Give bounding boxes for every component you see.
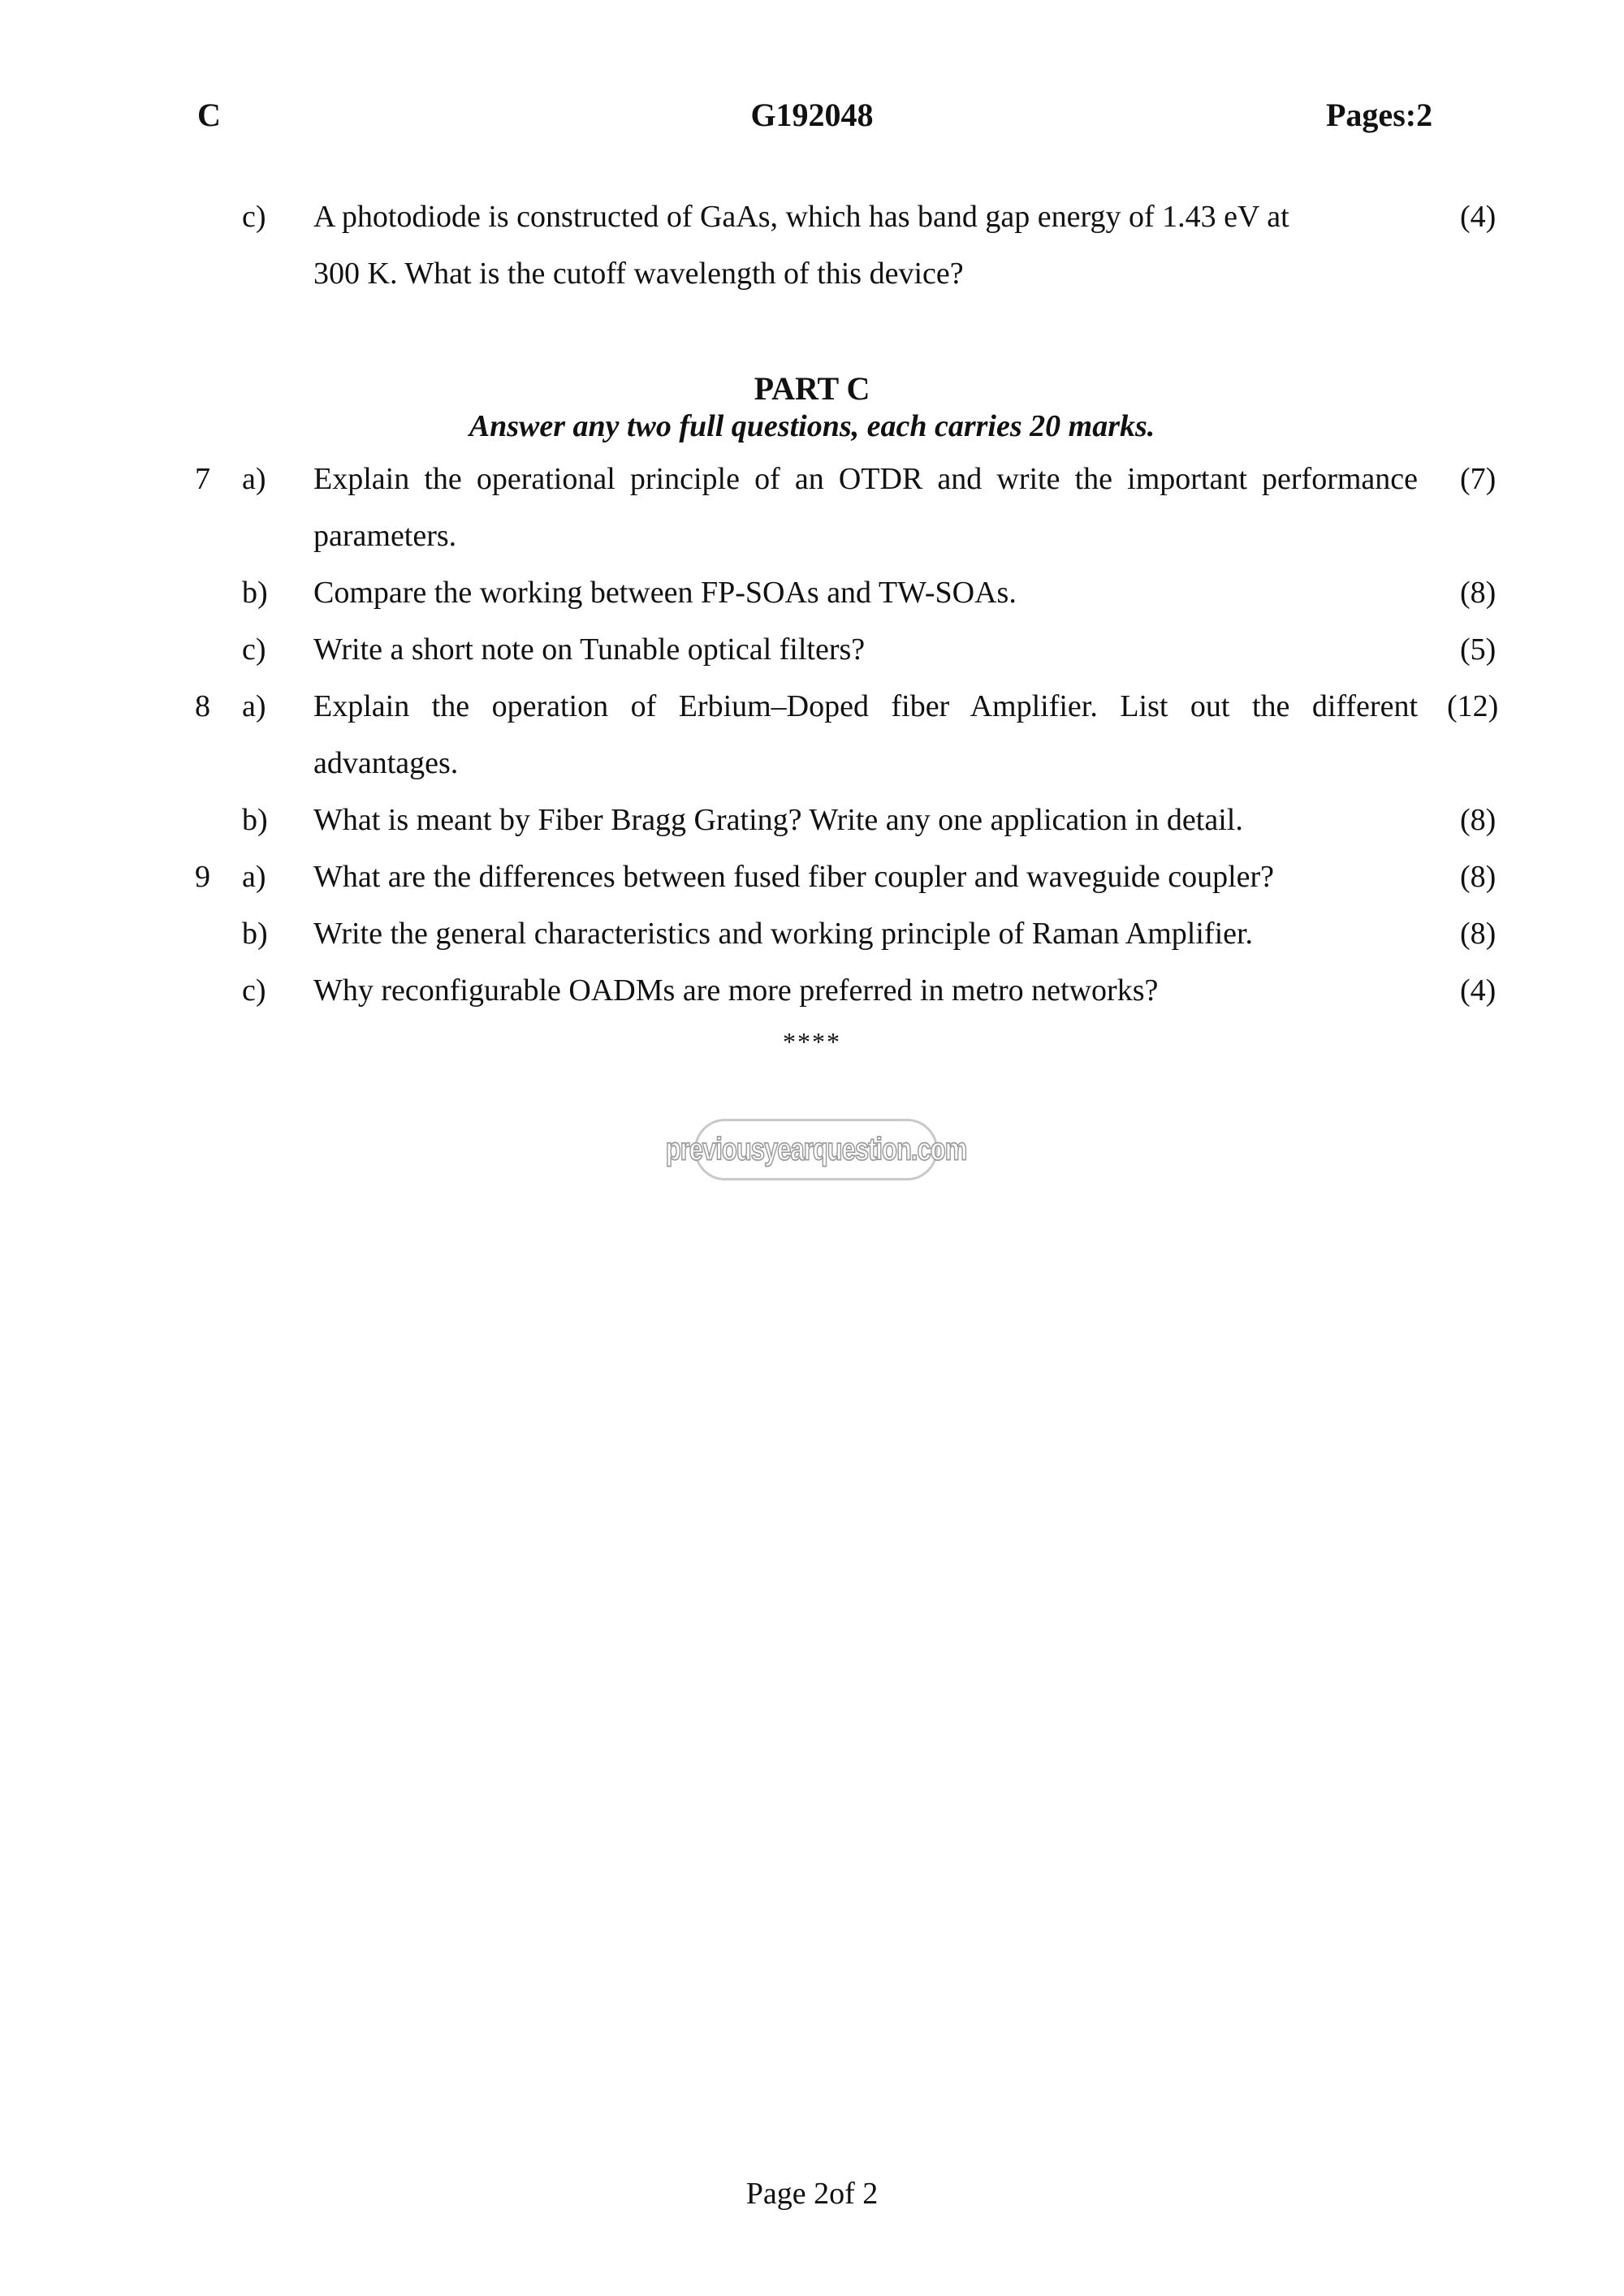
marks: (8) [1460,917,1497,951]
paper-code: G192048 [750,97,874,133]
question-text: What are the differences between fused fiber coupler and waveguide coupler? [313,860,1275,894]
question-number: 9 [195,860,210,894]
marks: (8) [1460,576,1497,610]
marks: (8) [1460,803,1497,837]
question-text: Compare the working between FP-SOAs and TW-SOAs. [313,576,1017,610]
question-text: advantages. [313,746,459,780]
subquestion-label: b) [242,917,268,951]
subquestion-label: c) [242,200,266,234]
marks: (8) [1460,860,1497,894]
subquestion-label: c) [242,973,266,1008]
marks: (4) [1460,200,1497,234]
part-instruction: Answer any two full questions, each carries 20 marks. [469,409,1155,443]
question-text: What is meant by Fiber Bragg Grating? Write any one application in detail. [313,803,1243,837]
question-text: Write the general characteristics and working principle of Raman Amplifier. [313,917,1254,951]
paper-section-letter: C [197,97,221,133]
question-number: 7 [195,462,210,496]
subquestion-label: b) [242,576,268,610]
question-number: 8 [195,689,210,723]
watermark-text: previousyearquestion.com [665,1131,967,1167]
marks: (5) [1460,632,1497,667]
question-text: Explain the operational principle of an OTDR and write the important performance [313,462,1418,496]
question-text: Why reconfigurable OADMs are more preferred in metro networks? [313,973,1159,1008]
question-text: 300 K. What is the cutoff wavelength of this device? [313,257,964,291]
question-text: Explain the operation of Erbium–Doped fiber Amplifier. List out the different [313,689,1418,723]
subquestion-label: b) [242,803,268,837]
marks: (12) [1447,689,1499,723]
subquestion-label: a) [242,689,266,723]
question-text: A photodiode is constructed of GaAs, which has band gap energy of 1.43 eV at [313,200,1289,234]
marks: (4) [1460,973,1497,1008]
end-marker: **** [783,1027,841,1056]
marks: (7) [1460,462,1497,496]
part-title: PART C [754,370,870,407]
question-text: Write a short note on Tunable optical filters? [313,632,866,667]
page-footer: Page 2of 2 [745,2177,879,2211]
watermark-logo [665,1119,967,1180]
subquestion-label: a) [242,860,266,894]
subquestion-label: c) [242,632,266,667]
page-count: Pages:2 [1326,97,1433,133]
question-text: parameters. [313,519,457,553]
subquestion-label: a) [242,462,266,496]
